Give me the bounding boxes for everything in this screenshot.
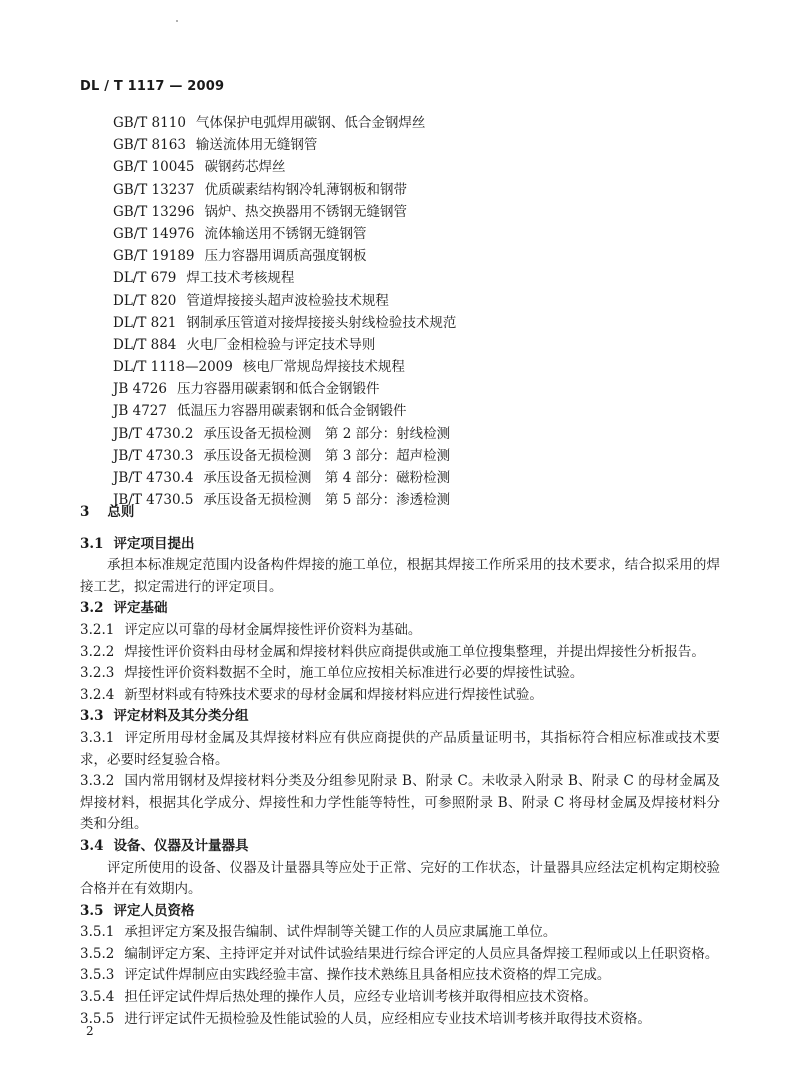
reference-item: DL/T 1118—2009 核电厂常规岛焊接技术规程	[113, 359, 405, 376]
clause: 3.5.3 评定试件焊制应由实践经验丰富、操作技术熟练且具备相应技术资格的焊工完成。	[80, 967, 611, 984]
clause: 3.2.3 焊接性评价资料数据不全时，施工单位应按相关标准进行必要的焊接性试验。	[80, 665, 584, 682]
reference-item: GB/T 10045 碳钢药芯焊丝	[113, 159, 286, 176]
scan-speck	[176, 20, 178, 22]
clause: 3.3.2 国内常用钢材及焊接材料分类及分组参见附录 B、附录 C。未收录入附录 B、附录 C 的母材金属及焊接材料，根据其化学成分、焊接性和力学性能等特性，可参照附录 B、附录 C 将母材金属及焊接材料分类和分组。	[80, 773, 720, 833]
reference-item: DL/T 820 管道焊接接头超声波检验技术规程	[113, 292, 389, 309]
section-3-body	[80, 502, 720, 1030]
paragraph: 评定所使用的设备、仪器及计量器具等应处于正常、完好的工作状态，计量器具应经法定机构定期校验合格并在有效期内。	[80, 859, 720, 898]
reference-item: DL/T 884 火电厂金相检验与评定技术导则	[113, 336, 376, 353]
clause: 3.5.4 担任评定试件焊后热处理的操作人员，应经专业培训考核并取得相应技术资格。	[80, 989, 597, 1006]
paragraph: 承担本标准规定范围内设备构件焊接的施工单位，根据其焊接工作所采用的技术要求，结合拟采用的焊接工艺，拟定需进行的评定项目。	[80, 557, 720, 595]
reference-item: GB/T 8163 输送流体用无缝钢管	[113, 137, 318, 154]
reference-item: GB/T 19189 压力容器用调质高强度钢板	[113, 248, 367, 265]
reference-item: DL/T 821 钢制承压管道对接焊接接头射线检验技术规范	[113, 314, 457, 331]
reference-item: JB/T 4730.5 承压设备无损检测 第 5 部分：渗透检测	[113, 492, 451, 509]
subsection-heading: 3.4 设备、仪器及计量器具	[80, 837, 249, 854]
clause: 3.5.2 编制评定方案、主持评定并对试件试验结果进行综合评定的人员应具备焊接工程师或以上任职资格。	[80, 945, 719, 962]
subsection-heading: 3.5 评定人员资格	[80, 902, 195, 919]
reference-item: JB/T 4730.2 承压设备无损检测 第 2 部分：射线检测	[113, 425, 451, 442]
reference-item: JB 4727 低温压力容器用碳素钢和低合金钢锻件	[113, 403, 407, 420]
reference-item: JB/T 4730.4 承压设备无损检测 第 4 部分：磁粉检测	[113, 470, 451, 486]
reference-item: JB/T 4730.3 承压设备无损检测 第 3 部分：超声检测	[113, 447, 451, 464]
clause: 3.2.2 焊接性评价资料由母材金属和焊接材料供应商提供或施工单位搜集整理，并提出焊接性分析报告。	[80, 643, 705, 660]
clause: 3.3.1 评定所用母材金属及其焊接材料应有供应商提供的产品质量证明书，其指标符合相应标准或技术要求，必要时经复验合格。	[80, 729, 720, 768]
reference-item: DL/T 679 焊工技术考核规程	[113, 270, 295, 287]
clause: 3.2.1 评定应以可靠的母材金属焊接性评价资料为基础。	[80, 621, 422, 638]
page-number: 2	[86, 1024, 94, 1038]
clause: 3.2.4 新型材料或有特殊技术要求的母材金属和焊接材料应进行焊接性试验。	[80, 686, 543, 703]
subsection-heading: 3.1 评定项目提出	[80, 535, 195, 552]
reference-list	[113, 112, 456, 511]
section-heading: 3 总则	[80, 504, 135, 520]
subsection-heading: 3.2 评定基础	[80, 600, 168, 617]
reference-item: JB 4726 压力容器用碳素钢和低合金钢锻件	[113, 381, 380, 398]
reference-item: GB/T 13296 锅炉、热交换器用不锈钢无缝钢管	[113, 203, 407, 220]
reference-item: GB/T 13237 优质碳素结构钢冷轧薄钢板和钢带	[113, 181, 407, 198]
clause: 3.5.1 承担评定方案及报告编制、试件焊制等关键工作的人员应隶属施工单位。	[80, 924, 557, 941]
reference-item: GB/T 8110 气体保护电弧焊用碳钢、低合金钢焊丝	[113, 115, 426, 131]
subsection-heading: 3.3 评定材料及其分类分组	[80, 708, 249, 725]
standard-header: DL / T 1117 — 2009	[80, 79, 225, 94]
reference-item: GB/T 14976 流体输送用不锈钢无缝钢管	[113, 225, 367, 242]
clause: 3.5.5 进行评定试件无损检验及性能试验的人员，应经相应专业技术培训考核并取得技术资格。	[80, 1010, 651, 1027]
